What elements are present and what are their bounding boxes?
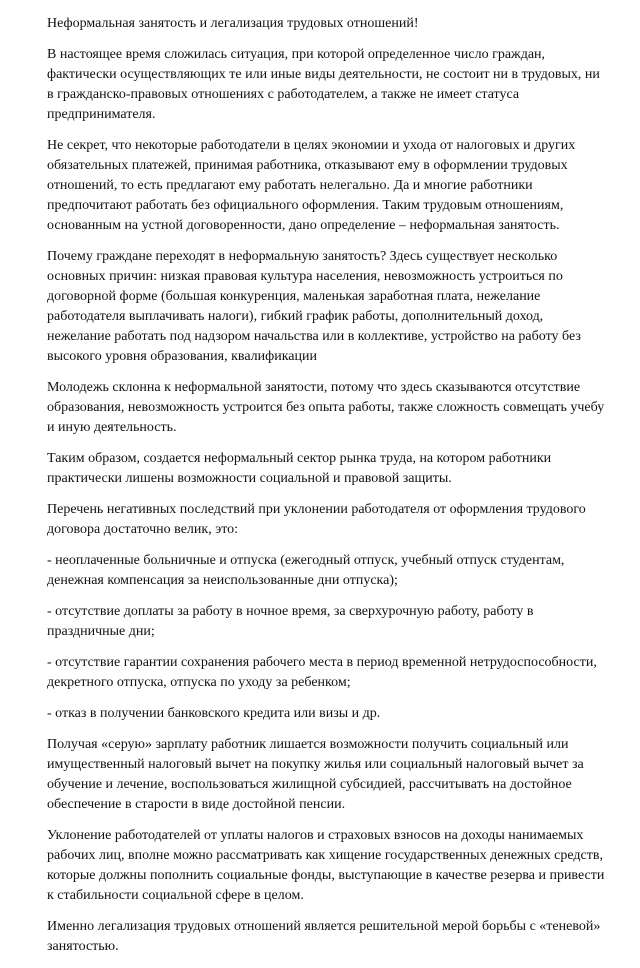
paragraph-youth: Молодежь склонна к неформальной занятости, потому что здесь сказываются отсутствие образования, невозможность устроится без опыта работы, также сложность совмещать учебу и иную деятельность. [47, 380, 605, 435]
list-item: - отказ в получении банковского кредита или визы и др. [47, 706, 381, 721]
list-item: - неоплаченные больничные и отпуска (ежегодный отпуск, учебный отпуск студентам, денежная компенсация за неиспользованные дни отпуска); [47, 553, 565, 588]
paragraph-conclusion: Именно легализация трудовых отношений является решительной мерой борьбы с «теневой» занятостью. [47, 919, 601, 954]
paragraph-situation: В настоящее время сложилась ситуация, при которой определенное число граждан, фактически осуществляющих те или иные виды деятельности, не состоит ни в трудовых, ни в гражданско-правовых отношениях с работодателем, а также не имеет статуса предпринимателя. [47, 47, 600, 122]
document-title: Неформальная занятость и легализация трудовых отношений! [47, 16, 419, 31]
document-body [47, 14, 607, 968]
paragraph-grey-salary: Получая «серую» зарплату работник лишается возможности получить социальный или имущественный налоговый вычет на покупку жилья или социальный налоговый вычет за обучение и лечение, воспользоваться жилищной субсидией, рассчитывать на достойное обеспечение в старости в виде достойной пенсии. [47, 737, 584, 812]
list-item: - отсутствие гарантии сохранения рабочего места в период временной нетрудоспособности, декретного отпуска, отпуска по уходу за ребенком; [47, 655, 597, 690]
paragraph-tax-evasion: Уклонение работодателей от уплаты налогов и страховых взносов на доходы нанимаемых рабочих лиц, вполне можно рассматривать как хищение государственных денежных средств, которые должны пополнить социальные фонды, выступающие в качестве резерва и привести к стабильности социальной сфере в целом. [47, 828, 605, 903]
paragraph-reasons: Почему граждане переходят в неформальную занятость? Здесь существует несколько основных причин: низкая правовая культура населения, невозможность устроиться по договорной форме (большая конкуренция, маленькая заработная плата, нежелание работодателя выплачивать налоги), гибкий график работы, дополнительный доход, нежелание работать под надзором начальства или в коллективе, устройство на работу без высокого уровня образования, квалификации [47, 249, 581, 364]
paragraph-employers: Не секрет, что некоторые работодатели в целях экономии и ухода от налоговых и других обязательных платежей, принимая работника, отказывают ему в оформлении трудовых отношений, то есть предлагают ему работать нелегально. Да и многие работники предпочитают работать без официального оформления. Таким трудовым отношениям, основанным на устной договоренности, дано определение – неформальная занятость. [47, 138, 576, 233]
list-item: - отсутствие доплаты за работу в ночное время, за сверхурочную работу, работу в праздничные дни; [47, 604, 534, 639]
paragraph-consequences-intro: Перечень негативных последствий при уклонении работодателя от оформления трудового договора достаточно велик, это: [47, 502, 586, 537]
paragraph-informal-sector: Таким образом, создается неформальный сектор рынка труда, на котором работники практически лишены возможности социальной и правовой защиты. [47, 451, 552, 486]
